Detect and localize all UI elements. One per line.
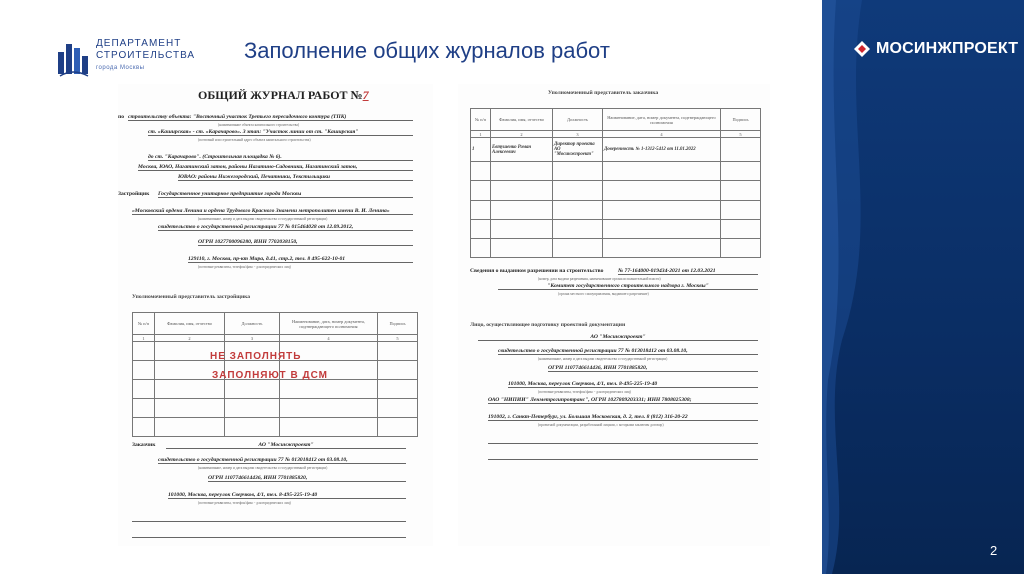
row-number: 1: [471, 138, 491, 162]
wave-decoration: [822, 0, 1024, 574]
table-cell: 4: [280, 335, 378, 342]
designer-caption-1: (наименование, номер и дата выдачи свидетельства о государственной регистрации): [538, 357, 668, 361]
designer-line-5: ОАО "НИПИИ" Ленметрогипротранс", ОГРН 1027809203331; ИНН 7808025308;: [488, 397, 758, 404]
customer-rep-heading: Уполномоченный представитель заказчика: [548, 90, 659, 96]
object-label: по: [118, 114, 125, 120]
brand-name: МОСИНЖПРОЕКТ: [876, 40, 1019, 57]
object-line-4: Москва, ЮАО, Нагатинский затон, районы Нагатино-Садовники, Нагатинский затон,: [138, 164, 413, 171]
developer-caption-2: (почтовые реквизиты, телефон/факс - для юридических лиц): [198, 265, 291, 269]
slide-title: Заполнение общих журналов работ: [244, 38, 610, 63]
developer-rep-heading: Уполномоченный представитель застройщика: [132, 294, 251, 300]
brand-sidebar: [822, 0, 1024, 574]
table-row: [133, 399, 418, 418]
table-number-row: [133, 335, 418, 342]
customer-caption-2: (почтовые реквизиты, телефон/факс - для юридических лиц): [198, 501, 291, 505]
filled-by-dsm-stamp: ЗАПОЛНЯЮТ В ДСМ: [212, 370, 328, 381]
permit-line-2: "Комитет государственного строительного надзора г. Москвы": [498, 283, 758, 290]
table-row: [471, 238, 761, 257]
designer-line-4: 101000, Москва, переулок Сверчков, 4/1, тел. 8-495-225-19-40: [508, 381, 758, 388]
object-line-3: до ст. "Карачарово". (Строительная площадка № 6).: [148, 154, 413, 161]
row-name: Евтушенко Роман Алексеевич: [491, 138, 553, 162]
permit-label: Сведения о выданном разрешении на строительство: [470, 268, 604, 274]
mosinzhproekt-logo-icon: [852, 39, 872, 59]
table-row: [471, 181, 761, 200]
customer-blank-line: [132, 530, 406, 538]
table-row: [471, 219, 761, 238]
designer-line-6: 191002, г. Санкт-Петербург, ул. Большая Московская, д. 2, тел. 8 (812) 316-20-22: [488, 414, 758, 421]
table-header-row: [133, 313, 418, 335]
permit-caption-2: (органа местного самоуправления, выдавшего разрешение): [558, 292, 649, 296]
do-not-fill-stamp: НЕ ЗАПОЛНЯТЬ: [210, 351, 302, 362]
table-header-cell: Фамилия, имя, отчество: [155, 313, 225, 335]
table-number-row: [471, 131, 761, 138]
dept-line-3: города Москвы: [96, 65, 145, 71]
table-row: [471, 138, 761, 162]
table-row: [133, 418, 418, 437]
table-header-cell: № п/п: [471, 109, 491, 131]
table-cell: 1: [133, 335, 155, 342]
designer-blank-line: [488, 436, 758, 444]
developer-line-3: свидетельство о государственной регистрации 77 № 015464028 от 12.09.2012,: [158, 224, 413, 231]
table-cell: 5: [721, 131, 761, 138]
journal-representative-page: [458, 84, 770, 546]
department-emblem-icon: [56, 38, 90, 78]
table-cell: 2: [491, 131, 553, 138]
table-cell: 1: [471, 131, 491, 138]
customer-line-4: 101000, Москва, переулок Сверчков, 4/1, тел. 8-495-225-19-40: [168, 492, 406, 499]
row-document: Доверенность № 1-1312-5412 от 11.01.2022: [603, 138, 721, 162]
object-line-2: ст. «Каширская» - ст. «Карачарово». 3 этап: "Участок линии от ст. "Каширская": [148, 129, 413, 136]
table-header-cell: Должность: [225, 313, 280, 335]
developer-caption-1: (наименование, номер и дата выдачи свидетельства о государственной регистрации): [198, 217, 328, 221]
customer-rep-table: [470, 108, 761, 258]
slide-number: 2: [990, 543, 998, 558]
table-header-row: [471, 109, 761, 131]
table-header-cell: Фамилия, имя, отчество: [491, 109, 553, 131]
designer-blank-line: [488, 452, 758, 460]
table-header-cell: Подпись: [378, 313, 418, 335]
table-header-cell: № п/п: [133, 313, 155, 335]
customer-caption-1: (наименование, номер и дата выдачи свидетельства о государственной регистрации): [198, 466, 328, 470]
object-line-1: строительству объекта: "Восточный участок Третьего пересадочного контура (ТПК): [128, 114, 413, 121]
designer-heading: Лицо, осуществляющее подготовку проектной документации: [470, 322, 626, 328]
dept-line-1: ДЕПАРТАМЕНТ: [96, 38, 182, 49]
journal-number: 7: [362, 88, 369, 102]
table-row: [133, 380, 418, 399]
customer-line-2: свидетельство о государственной регистрации 77 № 013018412 от 03.08.10,: [158, 457, 406, 464]
customer-line-1: АО "Мосинжпроект": [166, 442, 406, 449]
table-row: [471, 162, 761, 181]
dept-line-2: СТРОИТЕЛЬСТВА: [96, 50, 196, 61]
object-caption-1: (наименование объекта капитального строительства): [218, 123, 300, 127]
developer-line-2: «Московский ордена Ленина и ордена Трудового Красного Знамени метрополитен имени В. И. Ленина»: [132, 208, 413, 215]
table-header-cell: Наименование, дата, номер документа, подтверждающего полномочия: [603, 109, 721, 131]
journal-title-page: [118, 84, 433, 546]
permit-line-1: № 77-164000-019434-2021 от 12.03.2021: [618, 268, 758, 275]
table-cell: 2: [155, 335, 225, 342]
designer-line-3: ОГРН 1107746614436, ИНН 7701885820,: [548, 365, 758, 372]
customer-line-3: ОГРН 1107746614436, ИНН 7701885820,: [208, 475, 406, 482]
customer-blank-line: [132, 514, 406, 522]
table-header-cell: Наименование, дата, номер документа, подтверждающего полномочия: [280, 313, 378, 335]
journal-title: ОБЩИЙ ЖУРНАЛ РАБОТ №7: [198, 88, 369, 102]
row-signature: [721, 138, 761, 162]
designer-line-1: АО "Мосинжпроект": [478, 334, 758, 341]
designer-caption-2: (почтовые реквизиты, телефон/факс - для юридических лиц): [538, 390, 631, 394]
brand-logo: [852, 39, 1018, 59]
object-caption-2: (почтовый или строительный адрес объекта капитального строительства): [198, 138, 311, 142]
developer-label: Застройщик: [118, 191, 150, 197]
developer-line-5: 129110, г. Москва, пр-кт Мира, д.41, стр.2, тел. 8 495-622-10-01: [188, 256, 413, 263]
table-cell: 3: [553, 131, 603, 138]
table-cell: 3: [225, 335, 280, 342]
designer-line-2: свидетельство о государственной регистрации 77 № 013018412 от 03.08.10,: [498, 348, 758, 355]
row-position: Директор проекта АО "Мосинжпроект": [553, 138, 603, 162]
table-cell: 4: [603, 131, 721, 138]
table-header-cell: Подпись: [721, 109, 761, 131]
permit-caption-1: (номер, дата выдачи разрешения, наименование органа исполнительной власти): [538, 277, 661, 281]
developer-line-1: Государственное унитарное предприятие города Москвы: [158, 191, 413, 198]
developer-line-4: ОГРН 1027700096280, ИНН 7702038150,: [198, 239, 413, 246]
department-logo: [56, 38, 195, 78]
table-header-cell: Должность: [553, 109, 603, 131]
object-line-5: ЮВАО: районы Нижегородский, Печатники, Текстильщики: [178, 174, 413, 181]
table-row: [471, 200, 761, 219]
customer-label: Заказчик: [132, 442, 156, 448]
designer-caption-3: (проектной документации, разработанной лицами, с которыми заключен договор): [538, 423, 664, 427]
table-cell: 5: [378, 335, 418, 342]
